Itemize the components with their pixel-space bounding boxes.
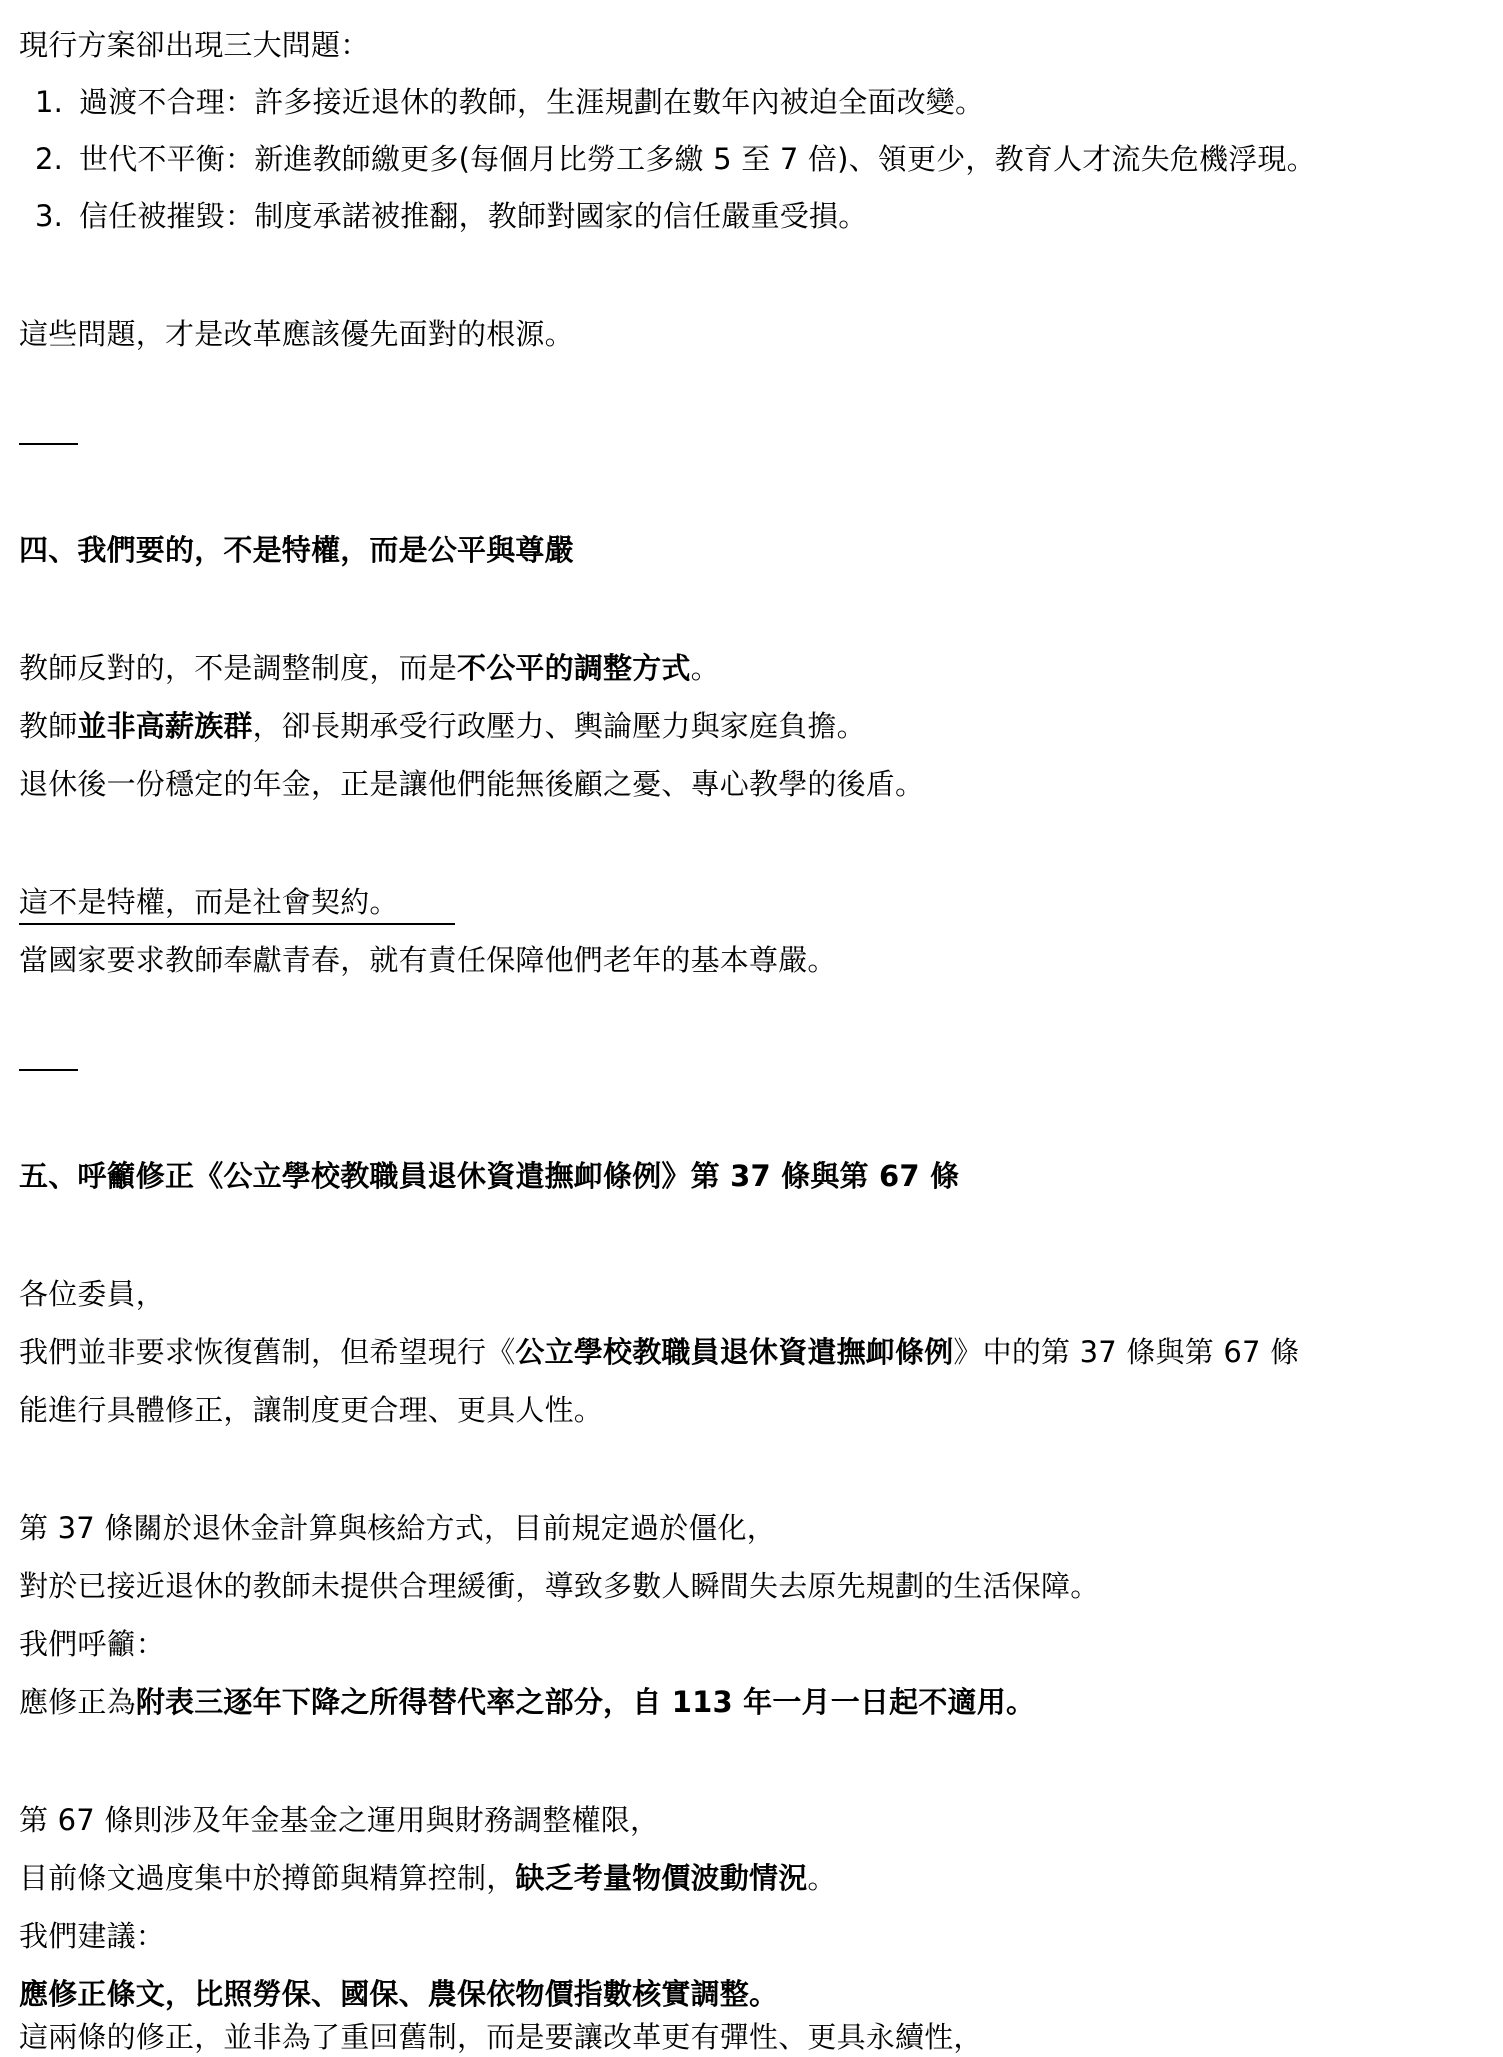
closing-text: 這兩條的修正，並非為了重回舊制，而是要讓改革更有彈性、更具永續性， — [19, 2020, 983, 2054]
text-run: 教師 — [19, 709, 78, 743]
section-divider — [19, 443, 78, 445]
section5-heading: 五、呼籲修正《公立學校教職員退休資遣撫卹條例》第 37 條與第 67 條 — [19, 1159, 960, 1193]
article37-line-2: 對於已接近退休的教師未提供合理緩衝，導致多數人瞬間失去原先規劃的生活保障。 — [19, 1569, 1100, 1603]
section5-paragraph-2: 能進行具體修正，讓制度更合理、更具人性。 — [19, 1393, 604, 1427]
section4-paragraph-5: 當國家要求教師奉獻青春，就有責任保障他們老年的基本尊嚴。 — [19, 943, 837, 977]
problem-number: 1. — [35, 85, 64, 119]
section5-paragraph-1 — [19, 1332, 1299, 1372]
article37-line-1: 第 37 條關於退休金計算與核給方式，目前規定過於僵化， — [19, 1511, 776, 1545]
text-run: 教師反對的，不是調整制度，而是 — [19, 651, 458, 685]
text-run: 應修正為 — [19, 1685, 136, 1719]
article37-line-3: 我們呼籲： — [19, 1627, 166, 1661]
article37-line-4 — [19, 1682, 1035, 1722]
section4-paragraph-1 — [19, 648, 720, 688]
article67-line-2 — [19, 1858, 837, 1898]
text-run: 。 — [807, 1861, 837, 1895]
article67-line-4: 應修正條文，比照勞保、國保、農保依物價指數核實調整。 — [19, 1977, 779, 2011]
section-divider — [19, 1069, 78, 1071]
text-run: 》中的第 37 條與第 67 條 — [953, 1335, 1300, 1369]
conclusion-text: 這些問題，才是改革應該優先面對的根源。 — [19, 317, 574, 351]
article67-line-1: 第 67 條則涉及年金基金之運用與財務調整權限， — [19, 1803, 660, 1837]
bold-text: 不公平的調整方式 — [457, 651, 691, 685]
text-run: 。 — [690, 651, 720, 685]
problem-number: 2. — [35, 142, 64, 176]
problem-item-1 — [35, 82, 984, 122]
underline — [19, 923, 455, 925]
section4-heading: 四、我們要的，不是特權，而是公平與尊嚴 — [19, 533, 574, 567]
intro-text: 現行方案卻出現三大問題： — [19, 28, 370, 62]
text-run: 我們並非要求恢復舊制，但希望現行《 — [19, 1335, 516, 1369]
section4-paragraph-2 — [19, 706, 866, 746]
problem-text: 過渡不合理：許多接近退休的教師，生涯規劃在數年內被迫全面改變。 — [79, 85, 985, 119]
bold-text: 並非高薪族群 — [77, 709, 253, 743]
bold-text: 附表三逐年下降之所得替代率之部分，自 113 年一月一日起不適用。 — [135, 1685, 1036, 1719]
problem-text: 世代不平衡：新進教師繳更多(每個月比勞工多繳 5 至 7 倍)、領更少，教育人才流失危機浮現。 — [79, 142, 1316, 176]
problem-number: 3. — [35, 199, 64, 233]
bold-text: 缺乏考量物價波動情況 — [515, 1861, 808, 1895]
problem-item-3 — [35, 196, 867, 236]
bold-text: 公立學校教職員退休資遣撫卹條例 — [515, 1335, 954, 1369]
problem-text: 信任被摧毀：制度承諾被推翻，教師對國家的信任嚴重受損。 — [79, 199, 868, 233]
text-run: ，卻長期承受行政壓力、輿論壓力與家庭負擔。 — [252, 709, 866, 743]
problem-item-2 — [35, 139, 1316, 179]
section5-greeting: 各位委員， — [19, 1277, 166, 1311]
article67-line-3: 我們建議： — [19, 1919, 166, 1953]
text-run: 目前條文過度集中於撙節與精算控制， — [19, 1861, 516, 1895]
section4-underlined-statement: 這不是特權，而是社會契約。 — [19, 885, 399, 919]
section4-paragraph-3: 退休後一份穩定的年金，正是讓他們能無後顧之憂、專心教學的後盾。 — [19, 767, 925, 801]
